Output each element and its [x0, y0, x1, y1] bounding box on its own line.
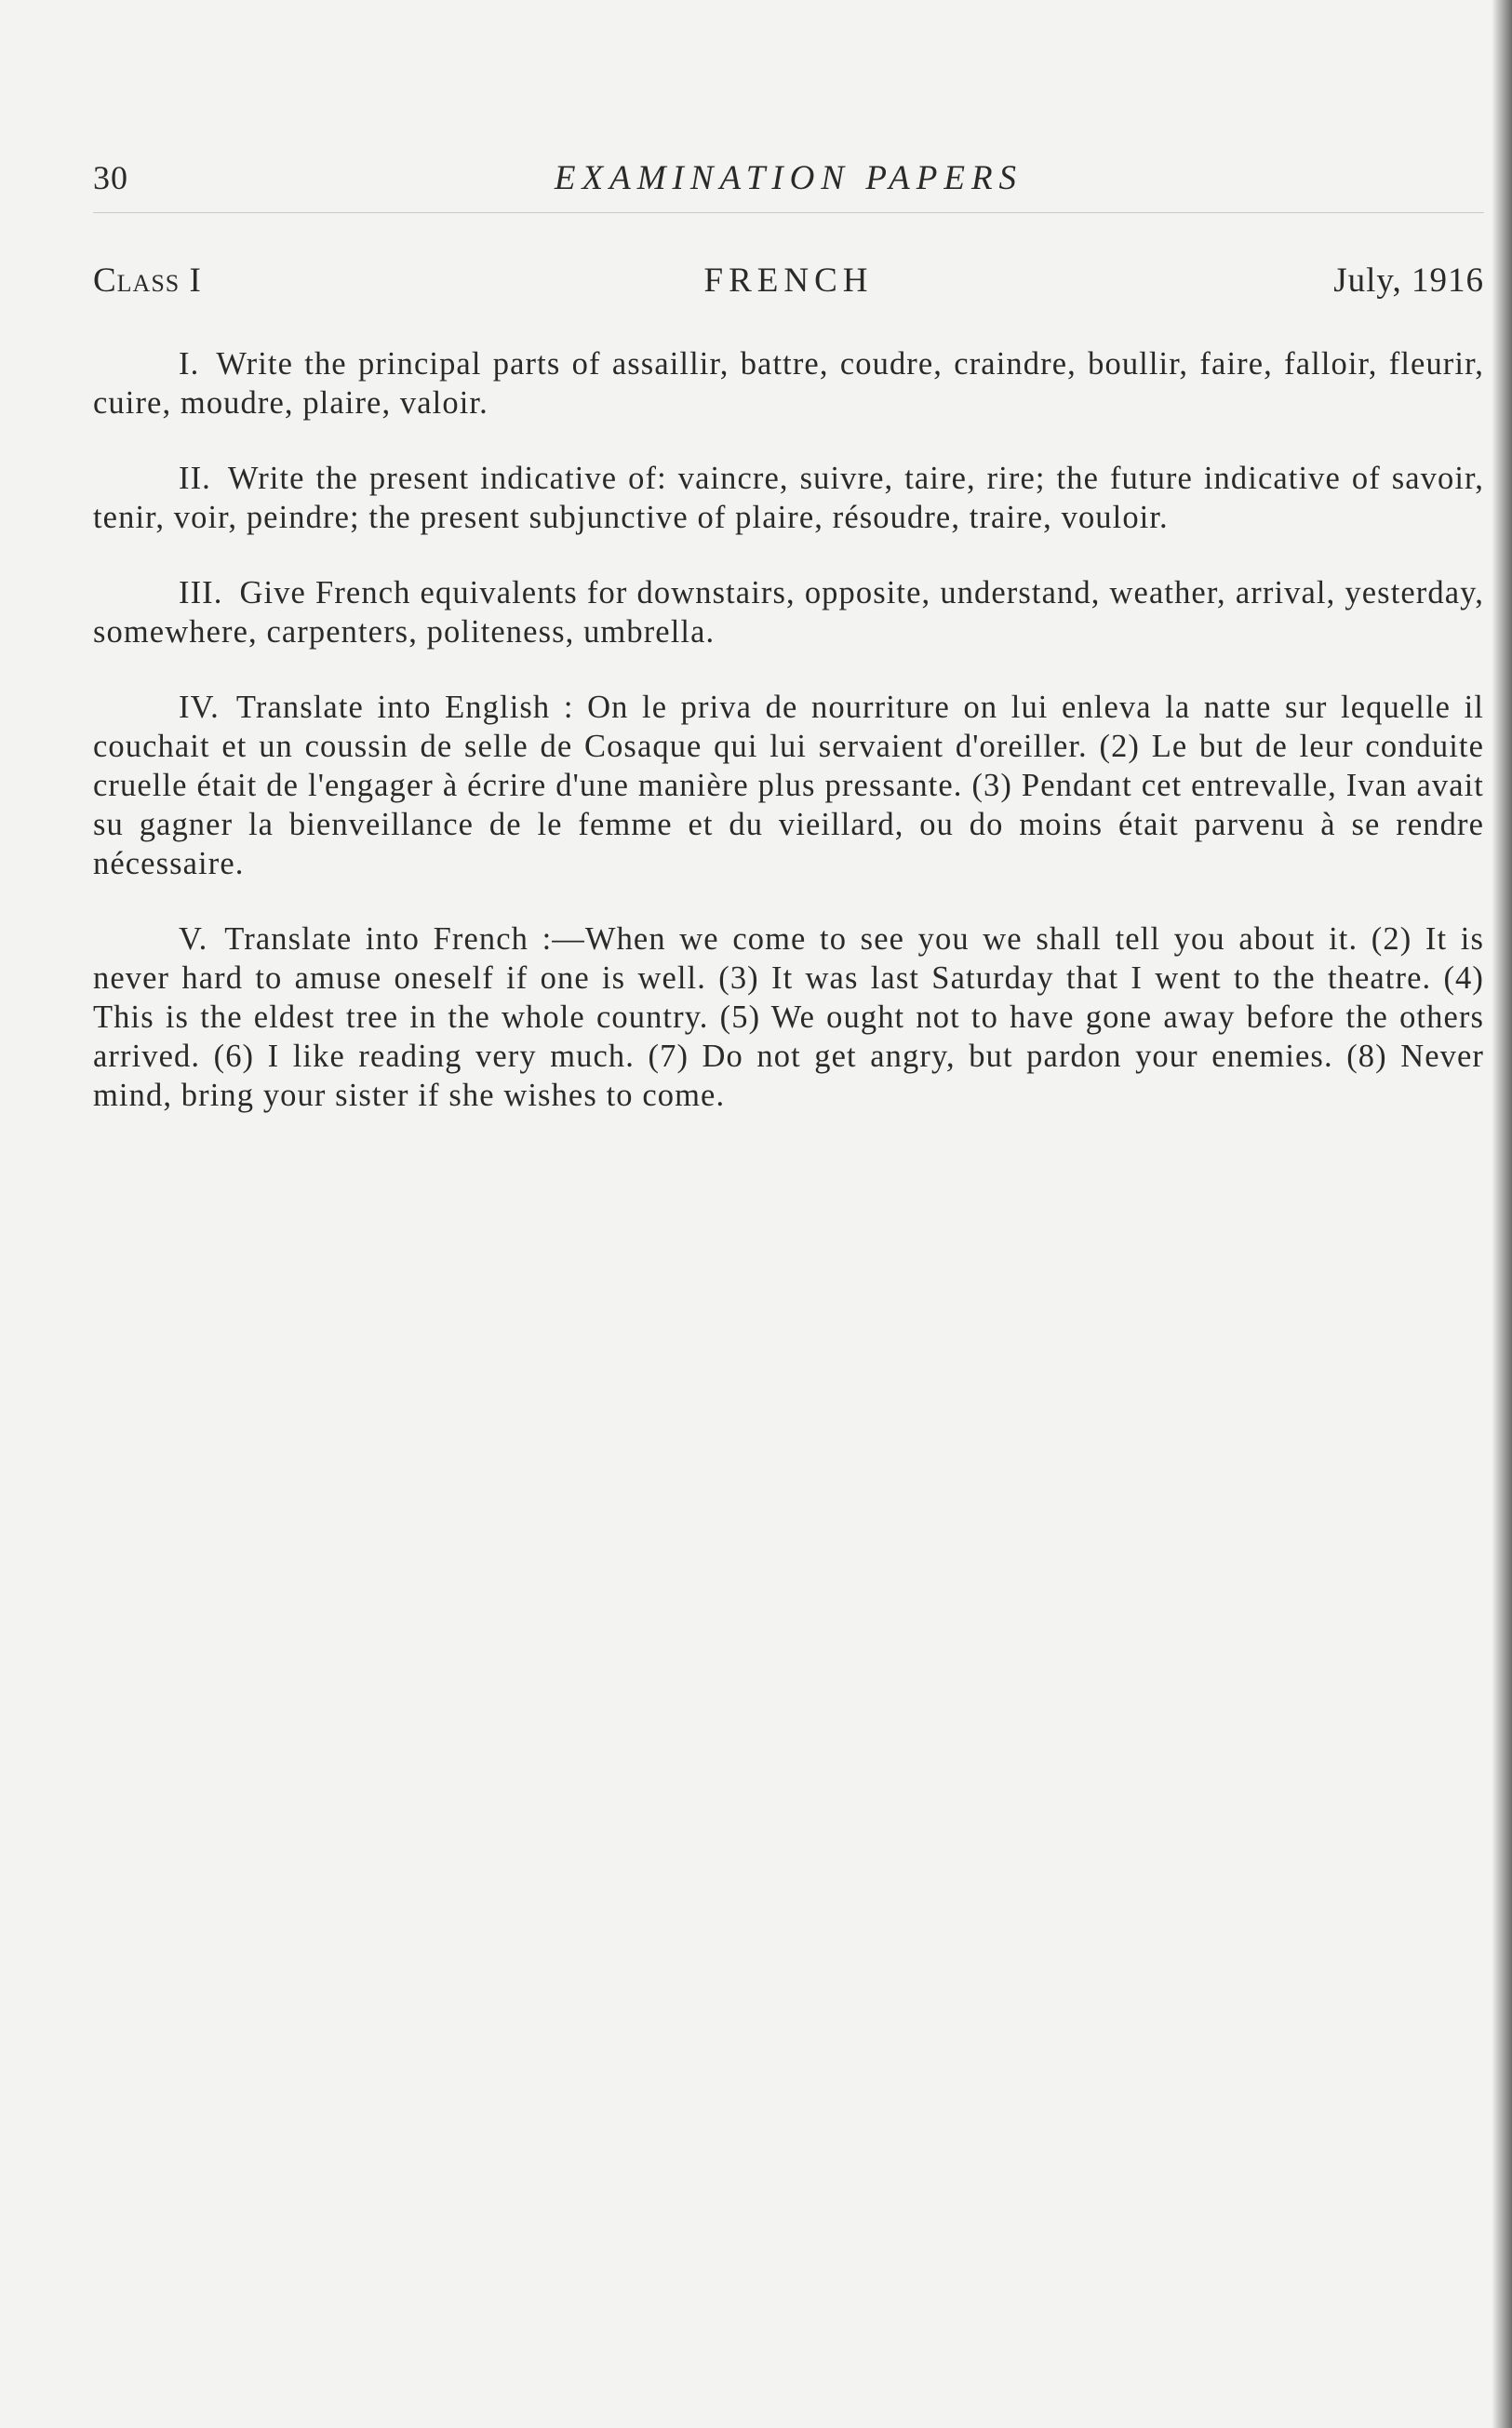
subject-title: FRENCH [703, 262, 874, 300]
question-1 [93, 344, 1484, 423]
question-3 [93, 573, 1484, 651]
running-title: EXAMINATION PAPERS [554, 159, 1024, 197]
question-list [93, 344, 1484, 1151]
running-head [93, 158, 1484, 205]
question-number: I. [179, 346, 200, 382]
page-number: 30 [93, 159, 128, 196]
question-number: V. [179, 921, 208, 957]
paper-header [93, 261, 1484, 307]
header-rule [93, 212, 1484, 213]
question-number: IV. [179, 690, 220, 725]
question-text: Translate into English : On le priva de nourriture on lui enleva la natte sur lequelle il couchait et un coussin de selle de Cosaque qui lui servaient d'oreiller. (2) Le but de leur conduite cruelle était de l'engager à écrire d'une manière plus pressante. (3) Pendant cet entrevalle, Ivan avait su gagner la bienveillance de le femme et du vieillard, ou do moins était parvenu à se rendre nécessaire. [93, 690, 1484, 881]
question-text: Translate into French :—When we come to see you we shall tell you about it. (2) It is never hard to amuse oneself if one is well. (3) It was last Saturday that I went to the theatre. (4) This is the eldest tree in the whole country. (5) We ought not to have gone away before the others arrived. (6) I like reading very much. (7) Do not get angry, but pardon your enemies. (8) Never mind, bring your sister if she wishes to come. [93, 921, 1484, 1113]
question-text: Give French equivalents for downstairs, opposite, understand, weather, arrival, yesterday, somewhere, carpenters, politeness, umbrella. [93, 575, 1484, 650]
class-label: Class I [93, 262, 202, 300]
question-4 [93, 688, 1484, 883]
page-edge-shadow [1492, 0, 1512, 2428]
question-number: II. [179, 461, 211, 496]
question-text: Write the present indicative of: vaincre, suivre, taire, rire; the future indicative of savoir, tenir, voir, peindre; the present subjunctive of plaire, résoudre, traire, vouloir. [93, 461, 1484, 535]
question-number: III. [179, 575, 223, 610]
exam-date: July, 1916 [1333, 262, 1484, 300]
question-2 [93, 459, 1484, 537]
question-5 [93, 919, 1484, 1115]
question-text: Write the principal parts of assaillir, battre, coudre, craindre, boullir, faire, falloir, fleurir, cuire, moudre, plaire, valoir. [93, 346, 1484, 421]
